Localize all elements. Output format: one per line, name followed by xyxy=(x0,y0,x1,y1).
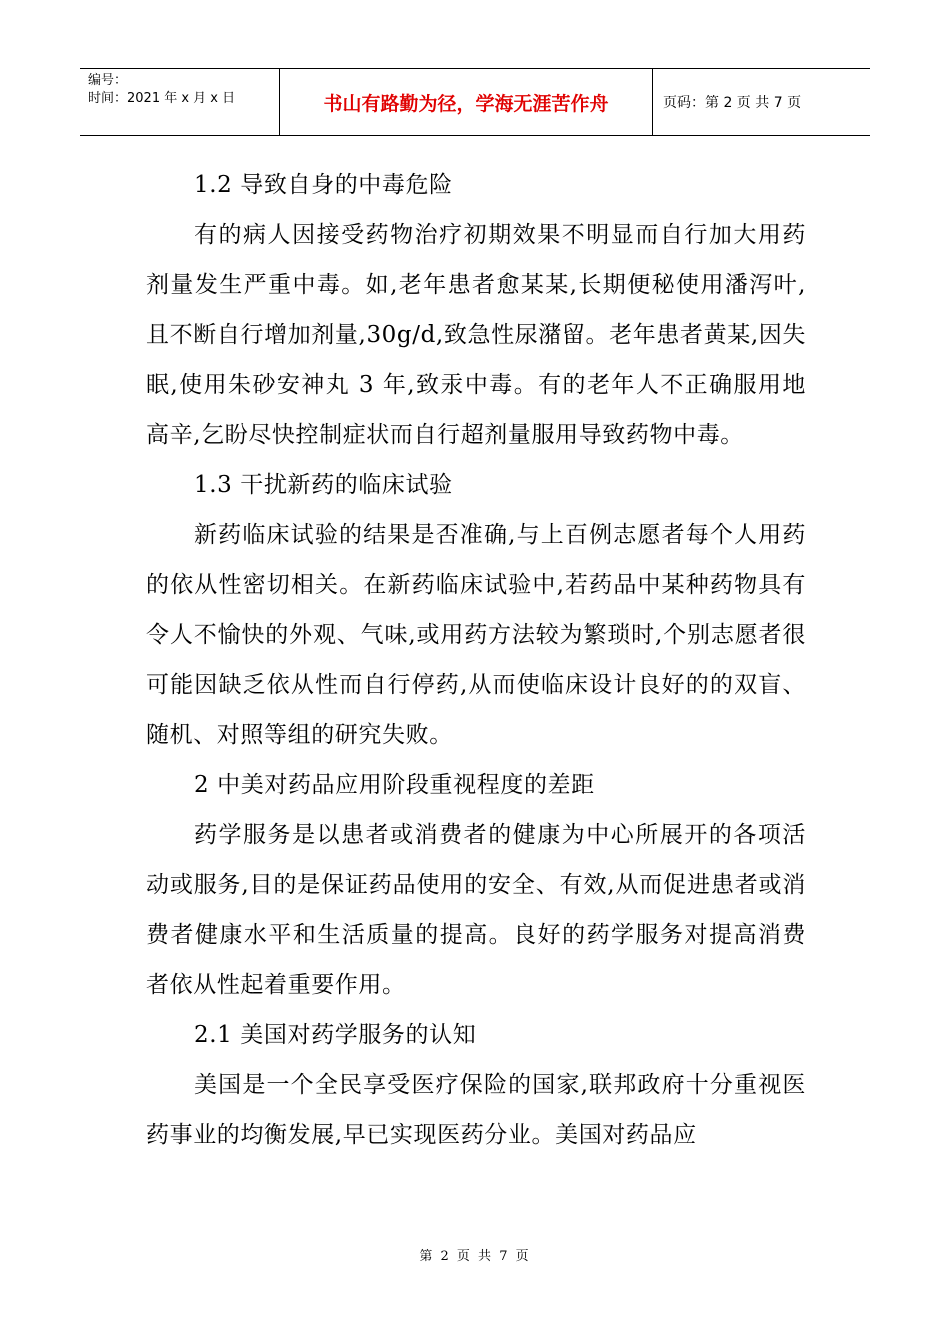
body-paragraph: 新药临床试验的结果是否准确,与上百例志愿者每个人用药的依从性密切相关。在新药临床试验中,若药品中某种药物具有令人不愉快的外观、气味,或用药方法较为繁琐时,个别志愿者很可能因缺乏依从性而自行停药,从而使临床设计良好的的双盲、随机、对照等组的研究失败。 xyxy=(146,522,806,748)
document-number-label: 编号： xyxy=(88,73,128,88)
body-paragraph: 美国是一个全民享受医疗保险的国家,联邦政府十分重视医药事业的均衡发展,早已实现医药分业。美国对药品应 xyxy=(146,1072,806,1148)
header-motto: 书山有路勤为径，学海无涯苦作舟 xyxy=(280,69,653,135)
document-body xyxy=(146,160,806,1160)
header-page-info: 页码：第 2 页 共 7 页 xyxy=(663,95,802,111)
section-heading-2-1: 2.1 美国对药学服务的认知 xyxy=(194,1022,477,1048)
section-heading-2: 2 中美对药品应用阶段重视程度的差距 xyxy=(194,772,595,798)
page-header xyxy=(80,68,870,136)
header-meta xyxy=(80,69,280,135)
body-paragraph: 有的病人因接受药物治疗初期效果不明显而自行加大用药剂量发生严重中毒。如,老年患者愈某某,长期便秘使用潘泻叶,且不断自行增加剂量,30g/d,致急性尿潴留。老年患者黄某,因失眠,使用朱砂安神丸 3 年,致汞中毒。有的老年人不正确服用地高辛,乞盼尽快控制症状而自行超剂量服用导致药物中毒。 xyxy=(146,222,806,448)
document-time-label: 时间：2021 年 x 月 x 日 xyxy=(88,91,236,106)
section-heading-1-3: 1.3 干扰新药的临床试验 xyxy=(194,472,453,498)
section-heading-1-2: 1.2 导致自身的中毒危险 xyxy=(194,172,453,198)
body-paragraph: 药学服务是以患者或消费者的健康为中心所展开的各项活动或服务,目的是保证药品使用的安全、有效,从而促进患者或消费者健康水平和生活质量的提高。良好的药学服务对提高消费者依从性起着重要作用。 xyxy=(146,822,806,998)
page-footer: 第 2 页 共 7 页 xyxy=(419,1249,531,1264)
